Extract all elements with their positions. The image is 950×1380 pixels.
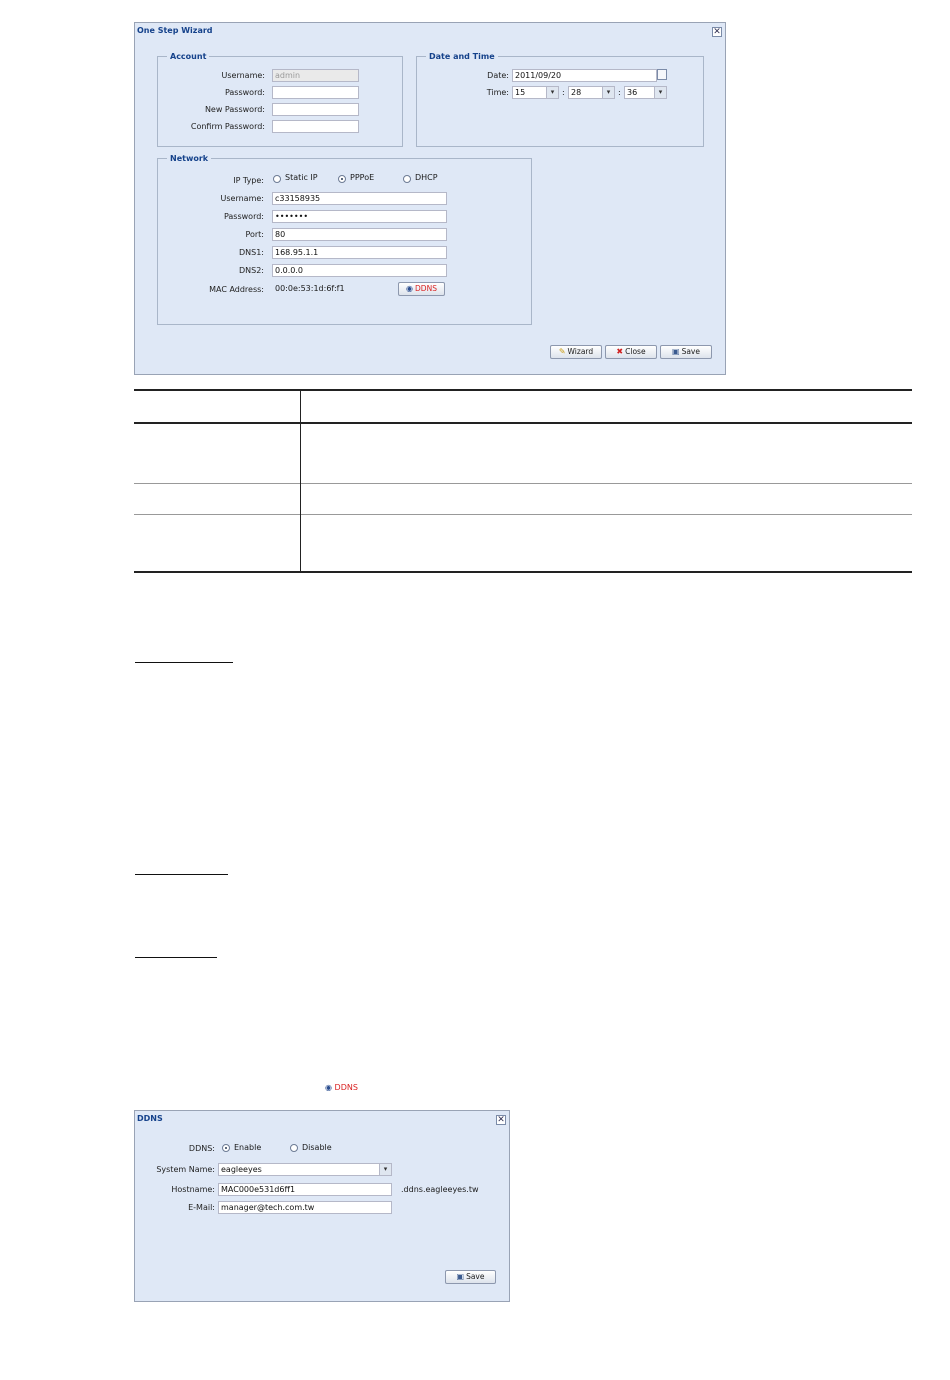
window-title: One Step Wizard: [137, 26, 213, 35]
network-fieldset: [157, 154, 532, 325]
section-heading-underline: [135, 957, 217, 958]
hour-value: 15: [515, 88, 526, 97]
network-password-field[interactable]: •••••••: [272, 210, 447, 223]
static-ip-label: Static IP: [285, 173, 318, 182]
close-x-icon: ✖: [616, 347, 624, 356]
wand-icon: ✎: [558, 347, 566, 356]
ddns-dialog: [134, 1110, 510, 1302]
minute-value: 28: [571, 88, 582, 97]
minute-select[interactable]: [568, 86, 615, 99]
second-select[interactable]: [624, 86, 667, 99]
time-separator: :: [562, 88, 565, 97]
floppy-icon: ▣: [456, 1272, 465, 1281]
account-username-label: Username:: [221, 71, 265, 80]
dhcp-radio[interactable]: [403, 175, 411, 183]
ddns-enable-label: DDNS:: [188, 1144, 215, 1153]
account-legend: Account: [167, 51, 209, 62]
system-name-select[interactable]: [218, 1163, 392, 1176]
confirm-password-field[interactable]: [272, 120, 359, 133]
close-icon[interactable]: ✕: [497, 1115, 505, 1125]
network-legend: Network: [167, 153, 211, 164]
account-password-field[interactable]: [272, 86, 359, 99]
dns1-field[interactable]: 168.95.1.1: [272, 246, 447, 259]
close-button-label: Close: [625, 347, 646, 356]
table-row-divider: [134, 514, 912, 515]
ddns-icon: ◉: [325, 1083, 332, 1092]
hostname-field[interactable]: MAC000e531d6ff1: [218, 1183, 392, 1196]
port-field[interactable]: 80: [272, 228, 447, 241]
mac-address-label: MAC Address:: [209, 285, 264, 294]
hour-select[interactable]: [512, 86, 559, 99]
datetime-fieldset: [416, 52, 704, 147]
close-icon[interactable]: ✕: [713, 27, 721, 37]
time-separator: :: [618, 88, 621, 97]
network-username-field[interactable]: c33158935: [272, 192, 447, 205]
system-name-value: eagleeyes: [221, 1165, 262, 1174]
mac-address-value: 00:0e:53:1d:6f:f1: [275, 284, 345, 293]
account-password-label: Password:: [224, 88, 265, 97]
dns2-label: DNS2:: [238, 266, 264, 275]
date-label: Date:: [487, 71, 509, 80]
floppy-icon: ▣: [672, 347, 680, 356]
dns1-label: DNS1:: [238, 248, 264, 257]
table-header-rule: [134, 422, 912, 424]
ddns-save-label: Save: [466, 1272, 485, 1281]
ddns-enable-text: Enable: [234, 1143, 262, 1152]
ddns-icon: ◉: [406, 284, 414, 293]
time-label: Time:: [486, 88, 509, 97]
account-fieldset: [157, 52, 403, 147]
port-label: Port:: [245, 230, 264, 239]
ddns-button[interactable]: [398, 282, 445, 296]
ddns-save-button[interactable]: [445, 1270, 496, 1284]
calendar-icon[interactable]: [657, 69, 667, 80]
inline-ddns-button: [325, 1081, 358, 1095]
date-field[interactable]: 2011/09/20: [512, 69, 657, 82]
pppoe-label: PPPoE: [350, 173, 375, 182]
new-password-field[interactable]: [272, 103, 359, 116]
new-password-label: New Password:: [204, 105, 265, 114]
confirm-password-label: Confirm Password:: [190, 122, 265, 131]
table-bottom-rule: [134, 571, 912, 573]
chevron-down-icon[interactable]: ▾: [654, 87, 666, 98]
network-username-label: Username:: [220, 194, 264, 203]
save-button[interactable]: [660, 345, 712, 359]
email-field[interactable]: manager@tech.com.tw: [218, 1201, 392, 1214]
account-username-field: admin: [272, 69, 359, 82]
save-button-label: Save: [681, 347, 700, 356]
second-value: 36: [627, 88, 638, 97]
static-ip-radio[interactable]: [273, 175, 281, 183]
ddns-button-label: DDNS: [415, 284, 437, 293]
chevron-down-icon[interactable]: ▾: [602, 87, 614, 98]
one-step-wizard-window: [134, 22, 726, 375]
ip-type-label: IP Type:: [233, 176, 264, 185]
chevron-down-icon[interactable]: ▾: [546, 87, 558, 98]
datetime-legend: Date and Time: [426, 51, 498, 62]
table-column-divider: [300, 390, 301, 572]
hostname-suffix: .ddns.eagleeyes.tw: [401, 1185, 479, 1194]
ddns-enable-radio[interactable]: [222, 1144, 230, 1152]
ddns-disable-radio[interactable]: [290, 1144, 298, 1152]
dns2-field[interactable]: 0.0.0.0: [272, 264, 447, 277]
wizard-button-label: Wizard: [567, 347, 594, 356]
hostname-label: Hostname:: [171, 1185, 215, 1194]
inline-ddns-label: DDNS: [334, 1083, 358, 1092]
ddns-dialog-title: DDNS: [137, 1114, 163, 1123]
network-password-label: Password:: [223, 212, 264, 221]
dhcp-label: DHCP: [415, 173, 438, 182]
section-heading-underline: [135, 874, 228, 875]
section-heading-underline: [135, 662, 233, 663]
ddns-disable-text: Disable: [302, 1143, 332, 1152]
wizard-button[interactable]: [550, 345, 602, 359]
table-top-rule: [134, 389, 912, 391]
close-button[interactable]: [605, 345, 657, 359]
email-label: E-Mail:: [188, 1203, 215, 1212]
pppoe-radio[interactable]: [338, 175, 346, 183]
table-row-divider: [134, 483, 912, 484]
system-name-label: System Name:: [156, 1165, 215, 1174]
chevron-down-icon[interactable]: ▾: [379, 1164, 391, 1175]
